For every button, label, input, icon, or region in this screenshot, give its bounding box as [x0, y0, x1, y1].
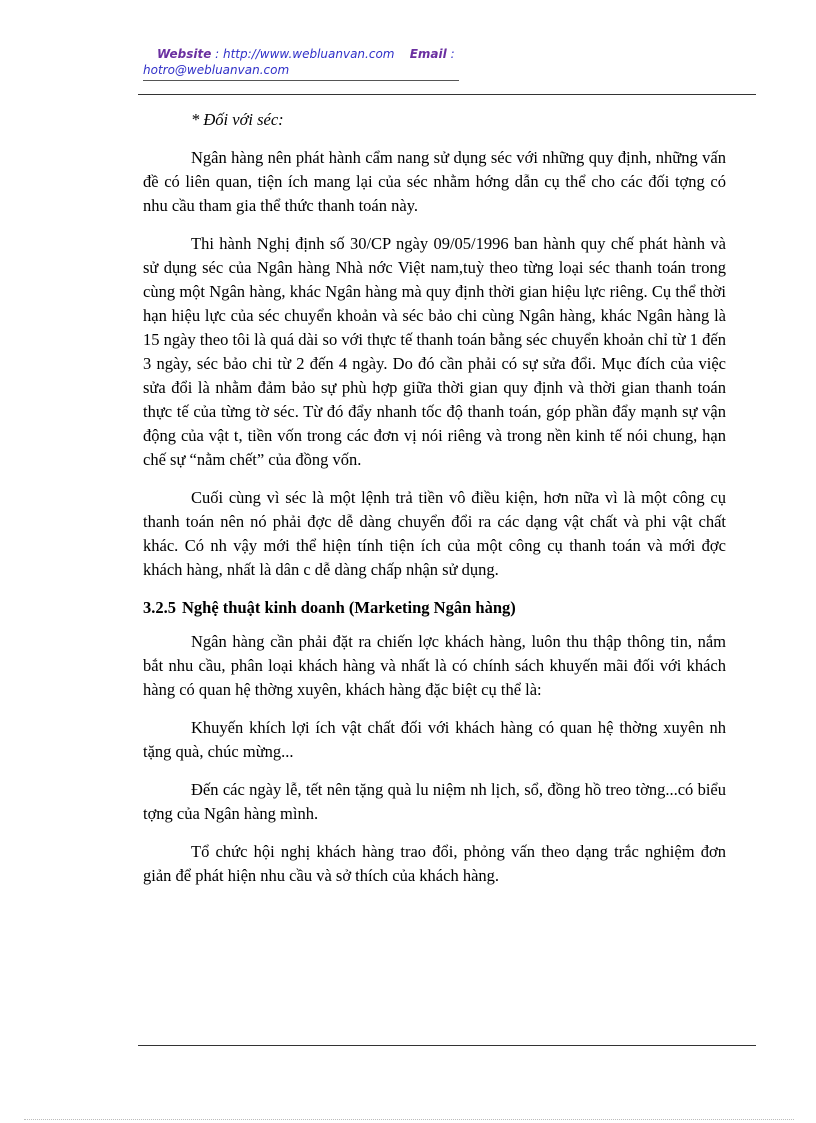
header-divider — [138, 94, 756, 95]
header-line-1 — [143, 46, 459, 62]
page-edge-dotted-line — [24, 1119, 794, 1120]
document-body — [143, 108, 726, 902]
paragraph-2: Thi hành Nghị định số 30/CP ngày 09/05/1996 ban hành quy chế phát hành và sử dụng séc của Ngân hàng Nhà nớc Việt nam,tuỳ theo từng loại séc thanh toán trong cùng một Ngân hàng, khác Ngân hàng mà quy định thời gian hiệu lực riêng. Cụ thể thời hạn hiệu lực của séc chuyển khoản và séc bảo chi cùng Ngân hàng, khác Ngân hàng là 15 ngày theo tôi là quá dài so với thực tế thanh toán bằng séc chuyển khoản chỉ từ 1 đến 3 ngày, séc bảo chi từ 2 đến 4 ngày. Do đó cần phải có sự sửa đổi. Mục đích của việc sửa đổi là nhằm đảm bảo sự phù hợp giữa thời gian quy định và thời gian thanh toán thực tế của từng tờ séc. Từ đó đẩy nhanh tốc độ thanh toán, góp phần đẩy mạnh sự vận động của vật t, tiền vốn trong các đơn vị nói riêng và trong nền kinh tế nói chung, hạn chế sự “nằm chết” của đồng vốn. — [143, 234, 726, 469]
email-separator: : — [446, 47, 455, 61]
footer-divider — [138, 1045, 756, 1046]
email-link[interactable]: hotro@webluanvan.com — [143, 63, 290, 77]
subheading-cheque: * Đối với séc: — [191, 110, 284, 129]
paragraph-6: Đến các ngày lễ, tết nên tặng quà lu niệm nh lịch, sổ, đồng hồ treo tờng...có biểu tợng của Ngân hàng mình. — [143, 780, 726, 823]
paragraph-4: Ngân hàng cần phải đặt ra chiến lợc khách hàng, luôn thu thập thông tin, nắm bắt nhu cầu, phân loại khách hàng và nhất là có chính sách khuyến mãi đối với khách hàng có quan hệ thờng xuyên, khách hàng đặc biệt cụ thể là: — [143, 632, 726, 699]
website-label: Website — [157, 47, 212, 61]
paragraph-3: Cuối cùng vì séc là một lệnh trả tiền vô điều kiện, hơn nữa vì là một công cụ thanh toán nên nó phải đợc dễ dàng chuyển đổi ra các dạng vật chất và phi vật chất khác. Có nh vậy mới thể hiện tính tiện ích của một công cụ thanh toán và mới đợc khách hàng, nhất là dân c dễ dàng chấp nhận sử dụng. — [143, 488, 726, 579]
website-separator: : — [211, 47, 223, 61]
section-number: 3.2.5 — [143, 598, 176, 617]
section-title: Nghệ thuật kinh doanh (Marketing Ngân hàng) — [182, 598, 516, 617]
website-link[interactable]: http://www.webluanvan.com — [223, 47, 395, 61]
section-heading — [143, 596, 726, 620]
header-line-2 — [143, 62, 459, 81]
page-header — [143, 46, 459, 81]
paragraph-1: Ngân hàng nên phát hành cẩm nang sử dụng séc với những quy định, những vấn đề có liên quan, tiện ích mang lại của séc nhằm hớng dẫn cụ thể cho các đối tợng có nhu cầu tham gia thể thức thanh toán này. — [143, 148, 726, 215]
paragraph-5: Khuyến khích lợi ích vật chất đối với khách hàng có quan hệ thờng xuyên nh tặng quà, chúc mừng... — [143, 718, 726, 761]
email-label: Email — [409, 47, 447, 61]
paragraph-7: Tổ chức hội nghị khách hàng trao đổi, phỏng vấn theo dạng trắc nghiệm đơn giản để phát hiện nhu cầu và sở thích của khách hàng. — [143, 842, 726, 885]
